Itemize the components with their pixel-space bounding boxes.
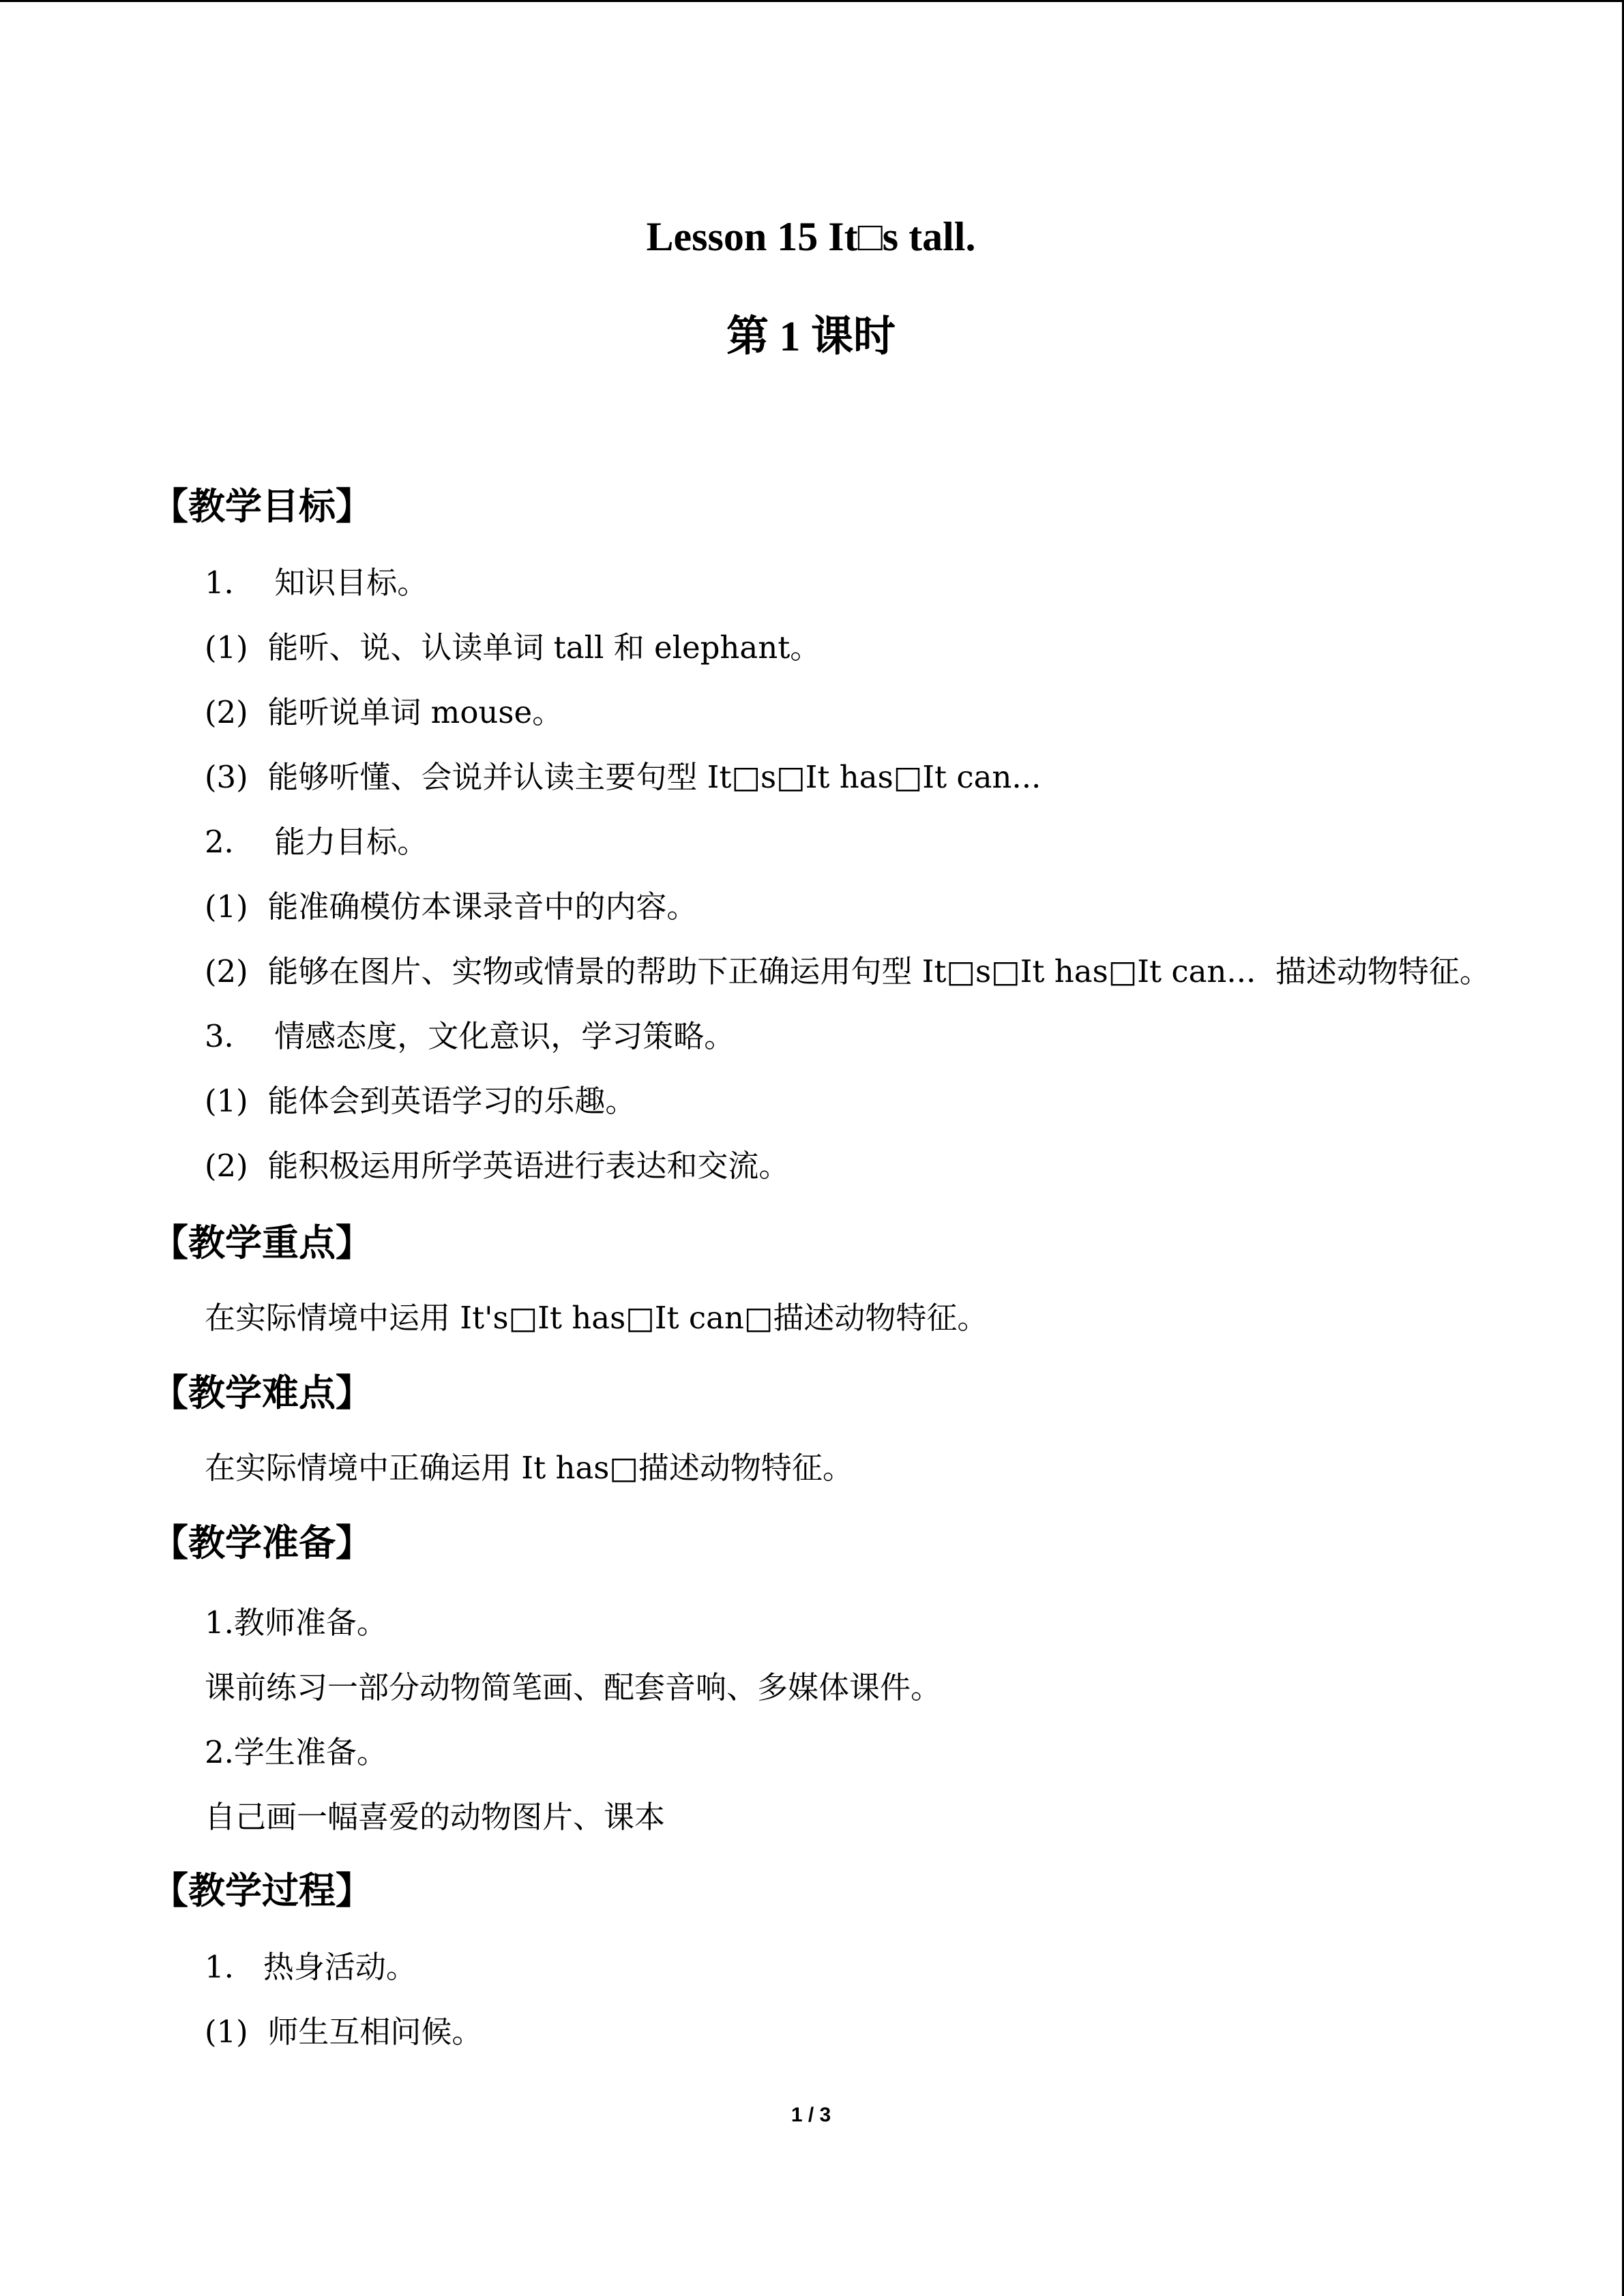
document-title: Lesson 15 It□s tall. (646, 214, 976, 259)
objective-line: (2) 能够在图片、实物或情景的帮助下正确运用句型 It□s□It has□It can... 描述动物特征。 (205, 953, 1490, 989)
objective-line: (3) 能够听懂、会说并认读主要句型 It□s□It has□It can... (205, 759, 1042, 795)
process-line: (1) 师生互相问候。 (205, 2014, 483, 2050)
preparation-line: 1.教师准备。 (205, 1605, 387, 1641)
objective-line: (1) 能体会到英语学习的乐趣。 (205, 1083, 636, 1119)
objective-line: 1． 知识目标。 (205, 565, 428, 601)
objective-line: (1) 能听、说、认读单词 tall 和 elephant。 (205, 629, 821, 666)
preparation-line: 自己画一幅喜爱的动物图片、课本 (205, 1799, 666, 1835)
section-heading-key-points: 【教学重点】 (151, 1221, 372, 1264)
key-point-line: 在实际情境中运用 It's□It has□It can□描述动物特征。 (205, 1300, 988, 1336)
page-number: 1 / 3 (791, 2104, 831, 2126)
objective-line: (2) 能听说单词 mouse。 (205, 694, 563, 730)
difficulty-line: 在实际情境中正确运用 It has□描述动物特征。 (205, 1450, 853, 1486)
objective-line: 3． 情感态度，文化意识，学习策略。 (205, 1018, 735, 1054)
document-subtitle: 第 1 课时 (726, 314, 896, 360)
objective-line: 2． 能力目标。 (205, 824, 428, 860)
preparation-line: 课前练习一部分动物简笔画、配套音响、多媒体课件。 (205, 1669, 942, 1705)
objective-line: (1) 能准确模仿本课录音中的内容。 (205, 889, 698, 925)
objective-line: (2) 能积极运用所学英语进行表达和交流。 (205, 1148, 790, 1184)
section-heading-objectives: 【教学目标】 (151, 485, 372, 528)
section-heading-difficulties: 【教学难点】 (151, 1371, 372, 1414)
section-heading-preparation: 【教学准备】 (151, 1521, 372, 1564)
preparation-line: 2.学生准备。 (205, 1734, 387, 1770)
process-line: 1. 热身活动。 (205, 1949, 417, 1985)
section-heading-process: 【教学过程】 (151, 1869, 372, 1912)
